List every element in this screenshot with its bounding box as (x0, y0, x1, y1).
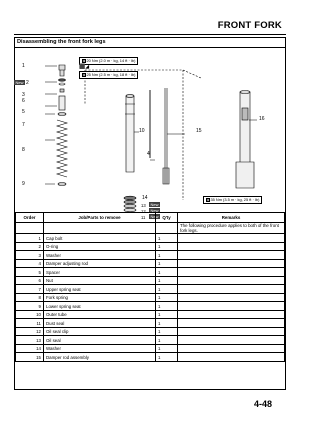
table-row: 5 Spacer 1 (16, 268, 285, 277)
assembly-guide-lines (85, 70, 201, 200)
callout-13: 13 (141, 203, 146, 208)
exploded-diagram (15, 48, 285, 212)
upper-spring-seat-part (58, 113, 66, 116)
lubricant-icon: ⬛◢ (79, 64, 90, 70)
table-header-row (16, 213, 285, 223)
callout-1: 1 (22, 63, 25, 69)
nut-part (60, 89, 64, 92)
inner-tube-part (236, 92, 254, 188)
table-row: 14 Washer 1 (16, 344, 285, 353)
leader-lines (45, 66, 257, 184)
table-row: 4 Damper adjusting rod 1 (16, 259, 285, 268)
new-tag-12: New (150, 208, 159, 213)
callout-5: 5 (22, 109, 25, 115)
callout-8: 8 (22, 147, 25, 153)
table-row-remark (16, 223, 285, 234)
parts-table (15, 212, 285, 362)
section-title: Disassembling the front fork legs (17, 39, 106, 45)
procedure-remark: The following procedure applies to both of the front fork legs. (178, 223, 285, 234)
damper-rod-assembly-part (163, 88, 169, 184)
torque-wrench-icon: ⚙ (206, 198, 210, 203)
header-rule (14, 34, 286, 35)
callout-10: 10 (139, 128, 145, 134)
table-row: 12 Oil seal clip 1 (16, 327, 285, 336)
header-qty: Q'ty (156, 213, 178, 223)
table-row: 11 Dust seal 1 (16, 319, 285, 328)
table-row: 8 Fork spring 1 (16, 293, 285, 302)
table-row: 7 Upper spring seat 1 (16, 285, 285, 294)
new-tag-11: New (150, 214, 159, 219)
callout-6: 6 (22, 98, 25, 104)
callout-16: 16 (259, 116, 265, 122)
callout-2: 2 (26, 80, 29, 86)
callout-14: 14 (142, 195, 148, 201)
new-tag-2: New (15, 80, 24, 85)
new-tag-13: New (150, 202, 159, 207)
table-row: 9 Lower spring seat 1 (16, 302, 285, 311)
washer-part (59, 83, 65, 85)
torque-spec-3: ⚙35 Nm (3.5 m · kg, 25 ft · Ib) (203, 196, 262, 204)
table-row: 2 O-ring 1 (16, 242, 285, 251)
table-row: 1 Cap bolt 1 (16, 234, 285, 243)
header-order: Order (16, 213, 44, 223)
callout-3: 3 (22, 92, 25, 98)
fork-spring-part (57, 120, 67, 177)
table-row: 10 Outer tube 1 (16, 310, 285, 319)
torque-wrench-icon: ⚙ (82, 59, 86, 64)
lower-spring-seat-part (58, 183, 66, 186)
page-header-title: FRONT FORK (217, 20, 282, 31)
table-row: 13 Oil seal 1 (16, 336, 285, 345)
torque-wrench-icon: ⚙ (82, 73, 86, 78)
callout-12: 12 (141, 209, 146, 214)
header-job: Job/Parts to remove (44, 213, 156, 223)
spacer-part (59, 96, 65, 110)
cap-bolt-part (59, 65, 65, 76)
torque-spec-2: ⚙25 Nm (2.5 m · kg, 18 ft · Ib) (79, 71, 138, 79)
header-remarks: Remarks (178, 213, 285, 223)
outer-tube-part (125, 96, 135, 172)
callout-9: 9 (22, 181, 25, 187)
o-ring-part (59, 79, 66, 81)
callout-4: 4 (147, 151, 150, 157)
page-number: 4-48 (253, 399, 272, 409)
content-frame (14, 37, 286, 390)
dust-seal-part (124, 196, 136, 200)
callout-15: 15 (196, 128, 202, 134)
oil-seal-part (124, 204, 136, 208)
table-row: 3 Washer 1 (16, 251, 285, 260)
callout-11: 11 (141, 215, 146, 220)
torque-spec-1: ⚙20 Nm (2.0 m · kg, 14 ft · Ib) (79, 57, 138, 65)
callout-7: 7 (22, 122, 25, 128)
table-row: 6 Nut 1 (16, 276, 285, 285)
oil-seal-clip-part (124, 200, 136, 204)
table-row: 15 Damper rod assembly 1 (16, 353, 285, 362)
